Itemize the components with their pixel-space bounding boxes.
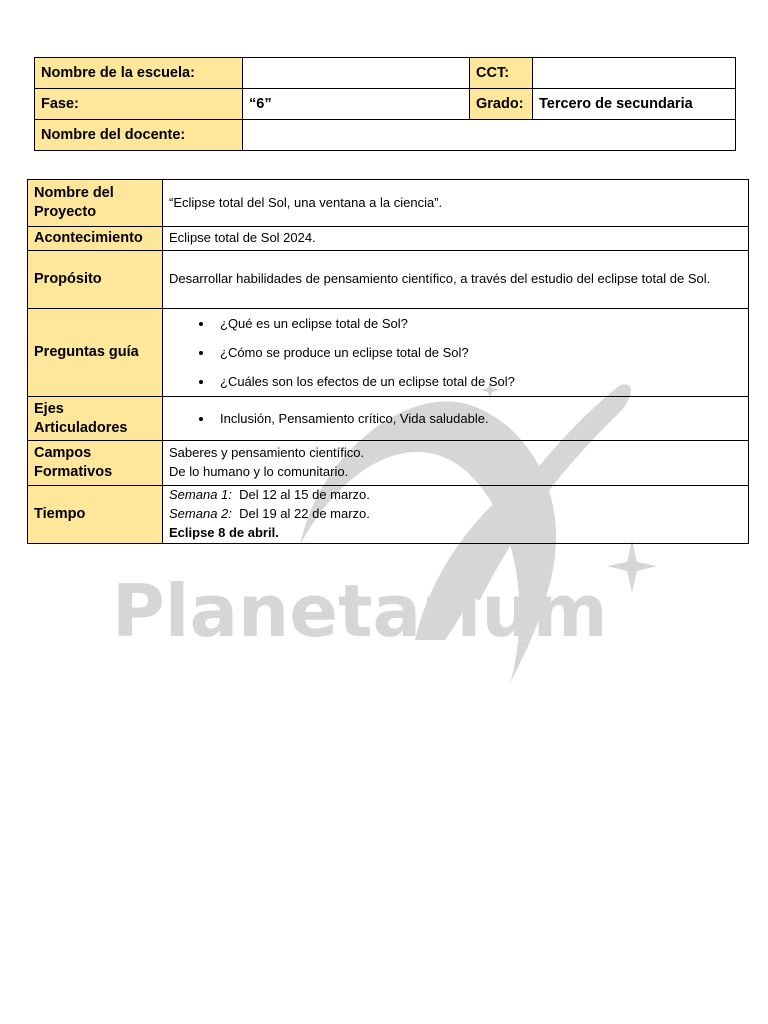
- school-info-table: [34, 57, 736, 151]
- grade-value[interactable]: Tercero de secundaria: [533, 89, 736, 120]
- phase-row: [35, 89, 736, 120]
- purpose-value: Desarrollar habilidades de pensamiento científico, a través del estudio del eclipse total de Sol.: [163, 251, 749, 309]
- cct-value[interactable]: [533, 58, 736, 89]
- phase-label: Fase:: [35, 89, 243, 120]
- cct-label: CCT:: [470, 58, 533, 89]
- teacher-row: [35, 120, 736, 151]
- question-item: • ¿Cómo se produce un eclipse total de Sol?: [214, 338, 742, 367]
- questions-row: [28, 309, 749, 397]
- event-label: Acontecimiento: [28, 227, 163, 251]
- field-item: Saberes y pensamiento científico.: [169, 445, 365, 461]
- fields-label: Campos Formativos: [28, 441, 163, 486]
- project-name-value: “Eclipse total del Sol, una ventana a la ciencia”.: [163, 180, 749, 227]
- time-label: Tiempo: [28, 486, 163, 544]
- week-1-line: [169, 486, 742, 505]
- axes-cell: [163, 397, 749, 441]
- question-item: • ¿Cuáles son los efectos de un eclipse total de Sol?: [214, 367, 742, 396]
- question-item: • ¿Qué es un eclipse total de Sol?: [214, 309, 742, 338]
- week-2-line: [169, 505, 742, 524]
- phase-value[interactable]: “6”: [243, 89, 470, 120]
- teacher-label: Nombre del docente:: [35, 120, 243, 151]
- school-row: [35, 58, 736, 89]
- axes-row: [28, 397, 749, 441]
- week-2-text: Del 19 al 22 de marzo.: [239, 506, 370, 522]
- teacher-value[interactable]: [243, 120, 736, 151]
- watermark-text: Planetarium: [112, 569, 608, 653]
- axes-label: Ejes Articuladores: [28, 397, 163, 441]
- school-value[interactable]: [243, 58, 470, 89]
- school-label: Nombre de la escuela:: [35, 58, 243, 89]
- questions-label: Preguntas guía: [28, 309, 163, 397]
- purpose-row: [28, 251, 749, 309]
- questions-cell: [163, 309, 749, 397]
- week-2-label: Semana 2:: [169, 506, 232, 522]
- event-value: Eclipse total de Sol 2024.: [163, 227, 749, 251]
- week-1-text: Del 12 al 15 de marzo.: [239, 487, 370, 503]
- eclipse-date: Eclipse 8 de abril.: [169, 524, 279, 540]
- axes-list: [169, 409, 742, 429]
- time-row: [28, 486, 749, 544]
- grade-label: Grado:: [470, 89, 533, 120]
- event-row: [28, 227, 749, 251]
- star-icon: [607, 540, 657, 593]
- questions-list: [169, 309, 742, 396]
- project-name-row: [28, 180, 749, 227]
- week-1-label: Semana 1:: [169, 487, 232, 503]
- axes-item: • Inclusión, Pensamiento crítico, Vida saludable.: [214, 409, 742, 429]
- project-name-label: Nombre del Proyecto: [28, 180, 163, 227]
- purpose-label: Propósito: [28, 251, 163, 309]
- fields-row: [28, 441, 749, 486]
- fields-cell: [163, 441, 749, 486]
- time-cell: [163, 486, 749, 544]
- field-item: De lo humano y lo comunitario.: [169, 464, 349, 479]
- project-table: [27, 179, 749, 544]
